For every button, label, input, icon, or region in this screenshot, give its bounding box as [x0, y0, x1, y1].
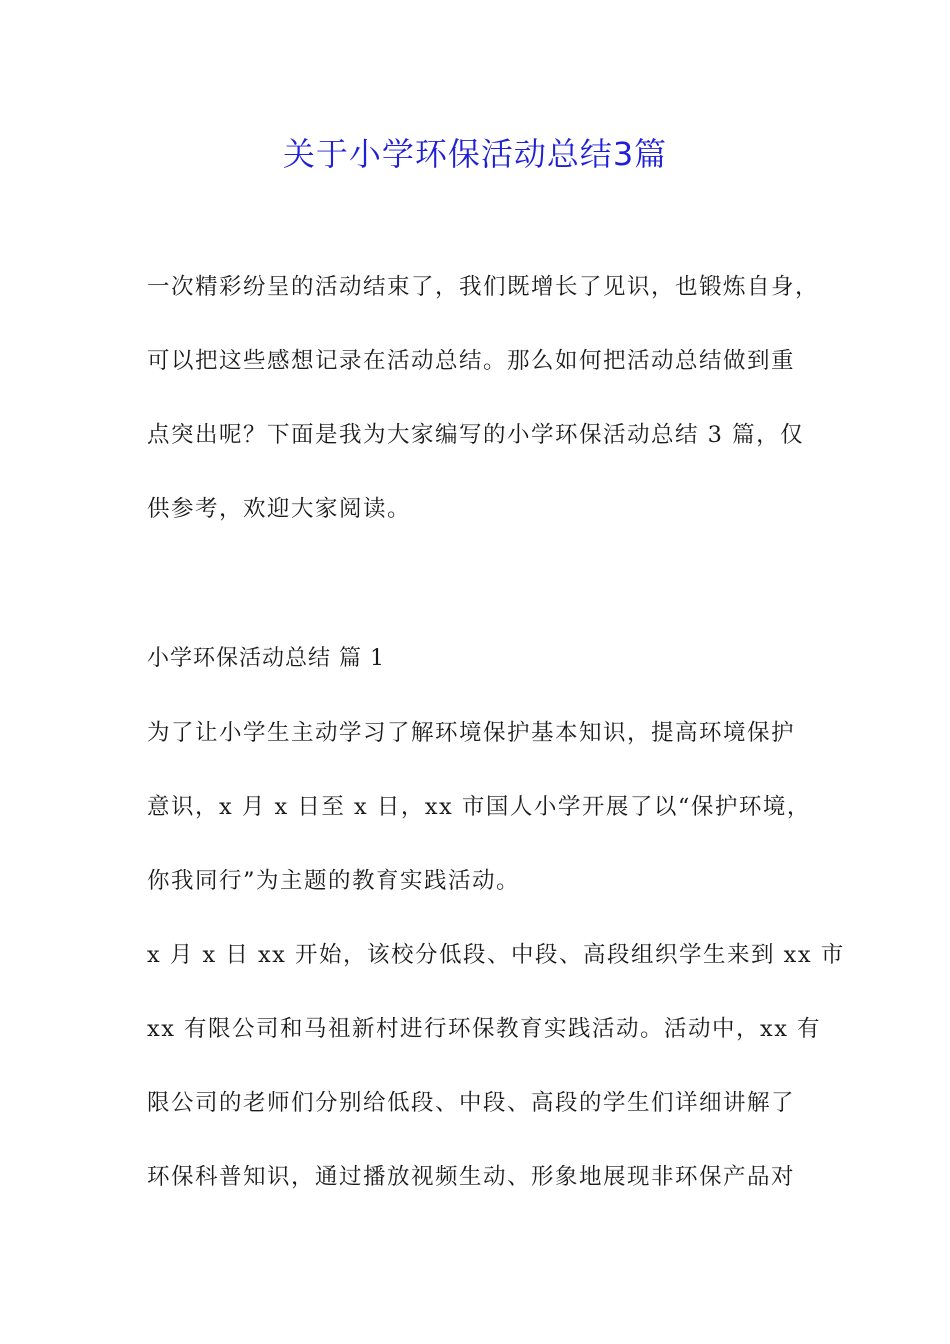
- section-heading: 小学环保活动总结 篇 1: [147, 646, 385, 671]
- text-line: 为了让小学生主动学习了解环境保护基本知识，提高环境保护: [147, 720, 796, 746]
- text-line: 可以把这些感想记录在活动总结。那么如何把活动总结做到重: [147, 348, 796, 374]
- text-line: xx 有限公司和马祖新村进行环保教育实践活动。活动中，xx 有: [147, 1016, 822, 1042]
- intro-paragraph: [147, 250, 820, 546]
- text-line: 点突出呢？下面是我为大家编写的小学环保活动总结 3 篇，仅: [147, 422, 805, 448]
- text-line: x 月 x 日 xx 开始，该校分低段、中段、高段组织学生来到 xx 市: [147, 942, 845, 968]
- body-paragraph-1: [147, 696, 811, 918]
- text-line: 供参考，欢迎大家阅读。: [147, 496, 412, 522]
- document-title: 关于小学环保活动总结3篇: [282, 135, 668, 173]
- body-paragraph-2: [147, 918, 845, 1214]
- text-line: 你我同行”为主题的教育实践活动。: [147, 868, 521, 894]
- text-line: 环保科普知识，通过播放视频生动、形象地展现非环保产品对: [147, 1164, 796, 1190]
- text-line: 一次精彩纷呈的活动结束了，我们既增长了见识，也锻炼自身，: [147, 274, 820, 300]
- text-line: 限公司的老师们分别给低段、中段、高段的学生们详细讲解了: [147, 1090, 796, 1116]
- text-line: 意识，x 月 x 日至 x 日，xx 市国人小学开展了以“保护环境，: [147, 794, 811, 820]
